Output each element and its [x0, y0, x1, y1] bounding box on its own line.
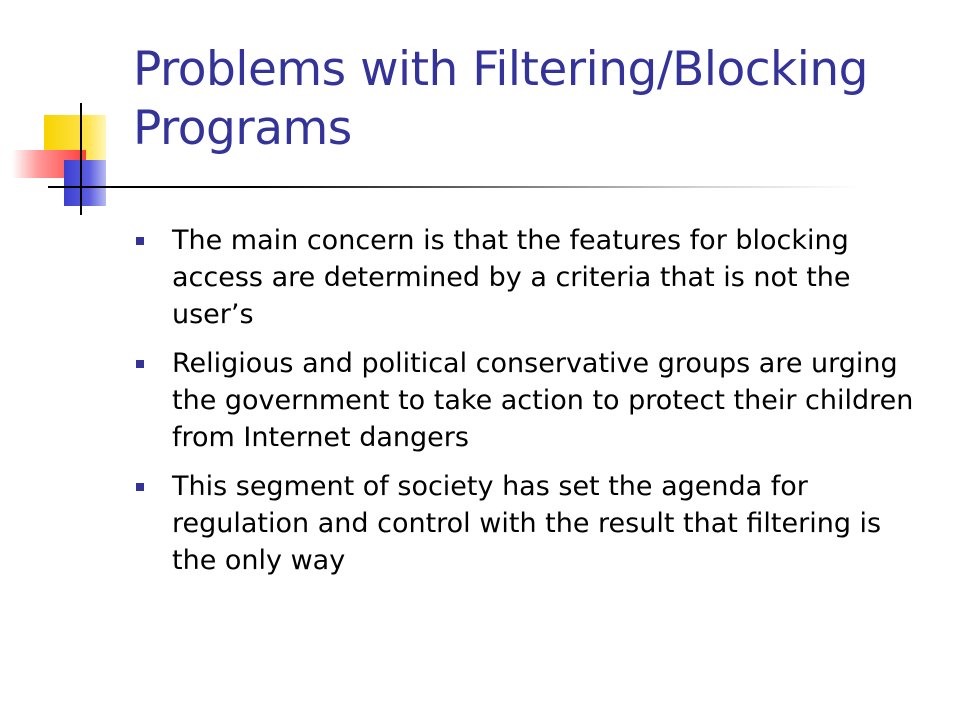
title-underline-rule [48, 186, 860, 188]
vertical-rule-decoration [80, 103, 82, 215]
bullet-item [133, 222, 923, 333]
slide-title: Problems with Filtering/Blocking Programs [133, 42, 868, 156]
bullet-list [133, 222, 923, 591]
square-bullet-icon [136, 237, 144, 245]
bullet-item [133, 468, 923, 579]
bullet-text: Religious and political conservative groups are urging the government to take action to protect their children from Internet dangers [172, 348, 914, 453]
square-bullet-icon [136, 483, 144, 491]
blue-square-decoration [64, 160, 106, 206]
square-bullet-icon [136, 360, 144, 368]
bullet-item [133, 345, 923, 456]
bullet-text: The main concern is that the features for blocking access are determined by a criteria that is not the user’s [172, 225, 851, 330]
bullet-text: This segment of society has set the agenda for regulation and control with the result that filtering is the only way [172, 471, 882, 576]
